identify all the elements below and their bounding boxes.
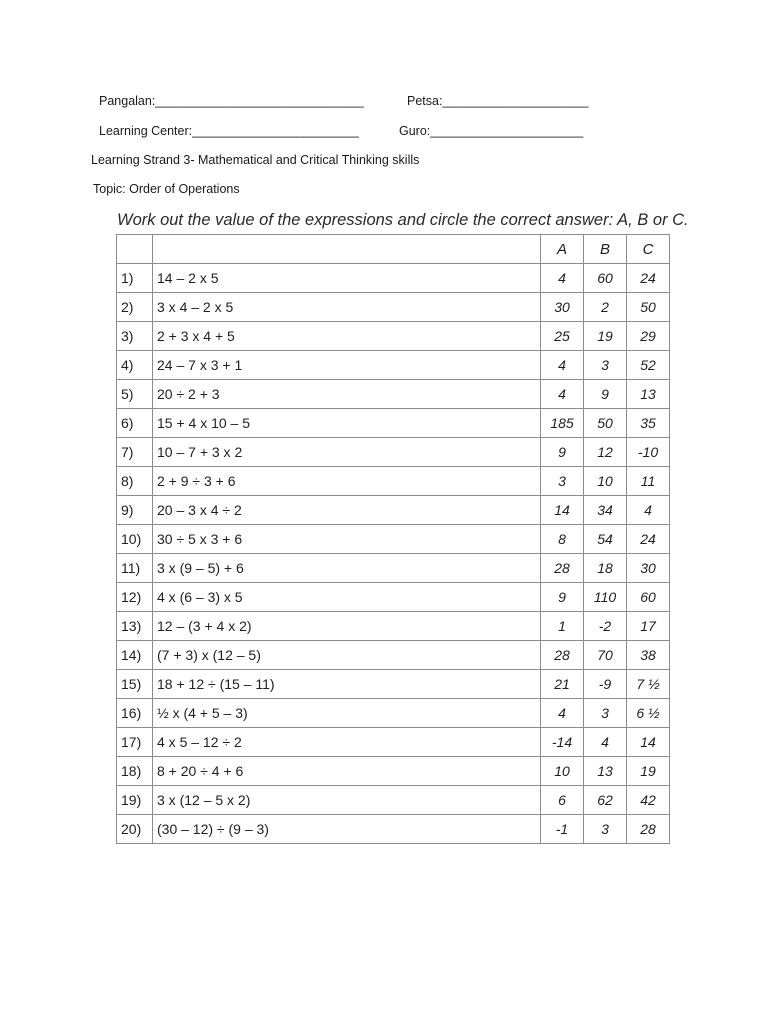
row-expression: 30 ÷ 5 x 3 + 6	[153, 525, 541, 554]
answer-choice-c[interactable]: 30	[627, 554, 670, 583]
answer-choice-a[interactable]: 9	[541, 438, 584, 467]
date-field-line: Petsa:_____________________	[407, 94, 589, 108]
row-expression: 24 – 7 x 3 + 1	[153, 351, 541, 380]
answer-choice-c[interactable]: 24	[627, 264, 670, 293]
row-number: 5)	[117, 380, 153, 409]
row-expression: 20 – 3 x 4 ÷ 2	[153, 496, 541, 525]
teacher-field-line: Guro:______________________	[399, 124, 584, 138]
row-number: 3)	[117, 322, 153, 351]
row-number: 16)	[117, 699, 153, 728]
table-row	[117, 351, 670, 380]
answer-choice-a[interactable]: 1	[541, 612, 584, 641]
row-expression: (7 + 3) x (12 – 5)	[153, 641, 541, 670]
column-header-c: C	[627, 235, 670, 264]
expressions-table	[116, 234, 670, 844]
table-row	[117, 322, 670, 351]
answer-choice-a[interactable]: 8	[541, 525, 584, 554]
answer-choice-b[interactable]: 3	[584, 351, 627, 380]
answer-choice-b[interactable]: 18	[584, 554, 627, 583]
row-number: 6)	[117, 409, 153, 438]
row-expression: 14 – 2 x 5	[153, 264, 541, 293]
table-row	[117, 728, 670, 757]
row-expression: 3 x (9 – 5) + 6	[153, 554, 541, 583]
name-field-line: Pangalan:______________________________	[99, 94, 364, 108]
table-row	[117, 699, 670, 728]
table-row	[117, 467, 670, 496]
answer-choice-c[interactable]: 4	[627, 496, 670, 525]
answer-choice-a[interactable]: 28	[541, 554, 584, 583]
row-expression: 15 + 4 x 10 – 5	[153, 409, 541, 438]
row-expression: 4 x 5 – 12 ÷ 2	[153, 728, 541, 757]
table-row	[117, 815, 670, 844]
worksheet-instruction: Work out the value of the expressions and circle the correct answer: A, B or C.	[117, 211, 689, 229]
answer-choice-a[interactable]: 30	[541, 293, 584, 322]
answer-choice-a[interactable]: -1	[541, 815, 584, 844]
row-expression: 3 x 4 – 2 x 5	[153, 293, 541, 322]
row-expression: 12 – (3 + 4 x 2)	[153, 612, 541, 641]
answer-choice-a[interactable]: 4	[541, 699, 584, 728]
answer-choice-b[interactable]: 110	[584, 583, 627, 612]
answer-choice-b[interactable]: -9	[584, 670, 627, 699]
table-row	[117, 554, 670, 583]
header-blank-expression-cell	[153, 235, 541, 264]
answer-choice-c[interactable]: 13	[627, 380, 670, 409]
row-expression: 3 x (12 – 5 x 2)	[153, 786, 541, 815]
answer-choice-c[interactable]: 14	[627, 728, 670, 757]
answer-choice-a[interactable]: -14	[541, 728, 584, 757]
answer-choice-b[interactable]: 60	[584, 264, 627, 293]
answer-choice-c[interactable]: 42	[627, 786, 670, 815]
row-number: 19)	[117, 786, 153, 815]
table-row	[117, 293, 670, 322]
answer-choice-a[interactable]: 10	[541, 757, 584, 786]
answer-choice-a[interactable]: 4	[541, 264, 584, 293]
answer-choice-c[interactable]: 19	[627, 757, 670, 786]
table-row	[117, 409, 670, 438]
table-row	[117, 786, 670, 815]
answer-choice-b[interactable]: 62	[584, 786, 627, 815]
answer-choice-c[interactable]: 17	[627, 612, 670, 641]
table-row	[117, 583, 670, 612]
answer-choice-b[interactable]: 70	[584, 641, 627, 670]
answer-choice-c[interactable]: 28	[627, 815, 670, 844]
learning-strand-title: Learning Strand 3- Mathematical and Critical Thinking skills	[91, 153, 420, 167]
answer-choice-a[interactable]: 25	[541, 322, 584, 351]
row-number: 7)	[117, 438, 153, 467]
table-row	[117, 264, 670, 293]
answer-choice-b[interactable]: -2	[584, 612, 627, 641]
answer-choice-a[interactable]: 21	[541, 670, 584, 699]
table-header-row	[117, 235, 670, 264]
answer-choice-b[interactable]: 9	[584, 380, 627, 409]
answer-choice-a[interactable]: 4	[541, 380, 584, 409]
table-row	[117, 612, 670, 641]
header-blank-number-cell	[117, 235, 153, 264]
answer-choice-c[interactable]: 38	[627, 641, 670, 670]
learning-center-field-line: Learning Center:________________________	[99, 124, 359, 138]
row-number: 20)	[117, 815, 153, 844]
table-row	[117, 496, 670, 525]
answer-choice-c[interactable]: 6 ½	[627, 699, 670, 728]
answer-choice-a[interactable]: 14	[541, 496, 584, 525]
table-row	[117, 670, 670, 699]
answer-choice-a[interactable]: 6	[541, 786, 584, 815]
answer-choice-c[interactable]: 52	[627, 351, 670, 380]
row-number: 18)	[117, 757, 153, 786]
row-number: 11)	[117, 554, 153, 583]
row-number: 9)	[117, 496, 153, 525]
column-header-b: B	[584, 235, 627, 264]
row-number: 2)	[117, 293, 153, 322]
answer-choice-b[interactable]: 50	[584, 409, 627, 438]
row-expression: 18 + 12 ÷ (15 – 11)	[153, 670, 541, 699]
row-number: 12)	[117, 583, 153, 612]
topic-title: Topic: Order of Operations	[93, 182, 240, 196]
table-row	[117, 438, 670, 467]
row-expression: ½ x (4 + 5 – 3)	[153, 699, 541, 728]
row-number: 15)	[117, 670, 153, 699]
answer-choice-b[interactable]: 54	[584, 525, 627, 554]
answer-choice-c[interactable]: 11	[627, 467, 670, 496]
table-row	[117, 641, 670, 670]
answer-choice-c[interactable]: 29	[627, 322, 670, 351]
answer-choice-c[interactable]: -10	[627, 438, 670, 467]
table-row	[117, 380, 670, 409]
row-number: 10)	[117, 525, 153, 554]
answer-choice-c[interactable]: 7 ½	[627, 670, 670, 699]
row-expression: 2 + 3 x 4 + 5	[153, 322, 541, 351]
row-expression: 20 ÷ 2 + 3	[153, 380, 541, 409]
row-number: 17)	[117, 728, 153, 757]
row-number: 1)	[117, 264, 153, 293]
row-expression: (30 – 12) ÷ (9 – 3)	[153, 815, 541, 844]
answer-choice-a[interactable]: 4	[541, 351, 584, 380]
answer-choice-b[interactable]: 4	[584, 728, 627, 757]
answer-choice-b[interactable]: 3	[584, 699, 627, 728]
row-expression: 8 + 20 ÷ 4 + 6	[153, 757, 541, 786]
answer-choice-b[interactable]: 3	[584, 815, 627, 844]
row-expression: 2 + 9 ÷ 3 + 6	[153, 467, 541, 496]
answer-choice-b[interactable]: 12	[584, 438, 627, 467]
row-expression: 4 x (6 – 3) x 5	[153, 583, 541, 612]
table-row	[117, 757, 670, 786]
answer-choice-c[interactable]: 50	[627, 293, 670, 322]
answer-choice-b[interactable]: 10	[584, 467, 627, 496]
answer-choice-b[interactable]: 2	[584, 293, 627, 322]
answer-choice-a[interactable]: 9	[541, 583, 584, 612]
table-row	[117, 525, 670, 554]
column-header-a: A	[541, 235, 584, 264]
answer-choice-b[interactable]: 34	[584, 496, 627, 525]
answer-choice-a[interactable]: 185	[541, 409, 584, 438]
answer-choice-b[interactable]: 19	[584, 322, 627, 351]
answer-choice-a[interactable]: 3	[541, 467, 584, 496]
answer-choice-c[interactable]: 24	[627, 525, 670, 554]
row-number: 4)	[117, 351, 153, 380]
row-number: 14)	[117, 641, 153, 670]
answer-choice-a[interactable]: 28	[541, 641, 584, 670]
answer-choice-c[interactable]: 35	[627, 409, 670, 438]
answer-choice-c[interactable]: 60	[627, 583, 670, 612]
answer-choice-b[interactable]: 13	[584, 757, 627, 786]
row-number: 8)	[117, 467, 153, 496]
row-number: 13)	[117, 612, 153, 641]
row-expression: 10 – 7 + 3 x 2	[153, 438, 541, 467]
